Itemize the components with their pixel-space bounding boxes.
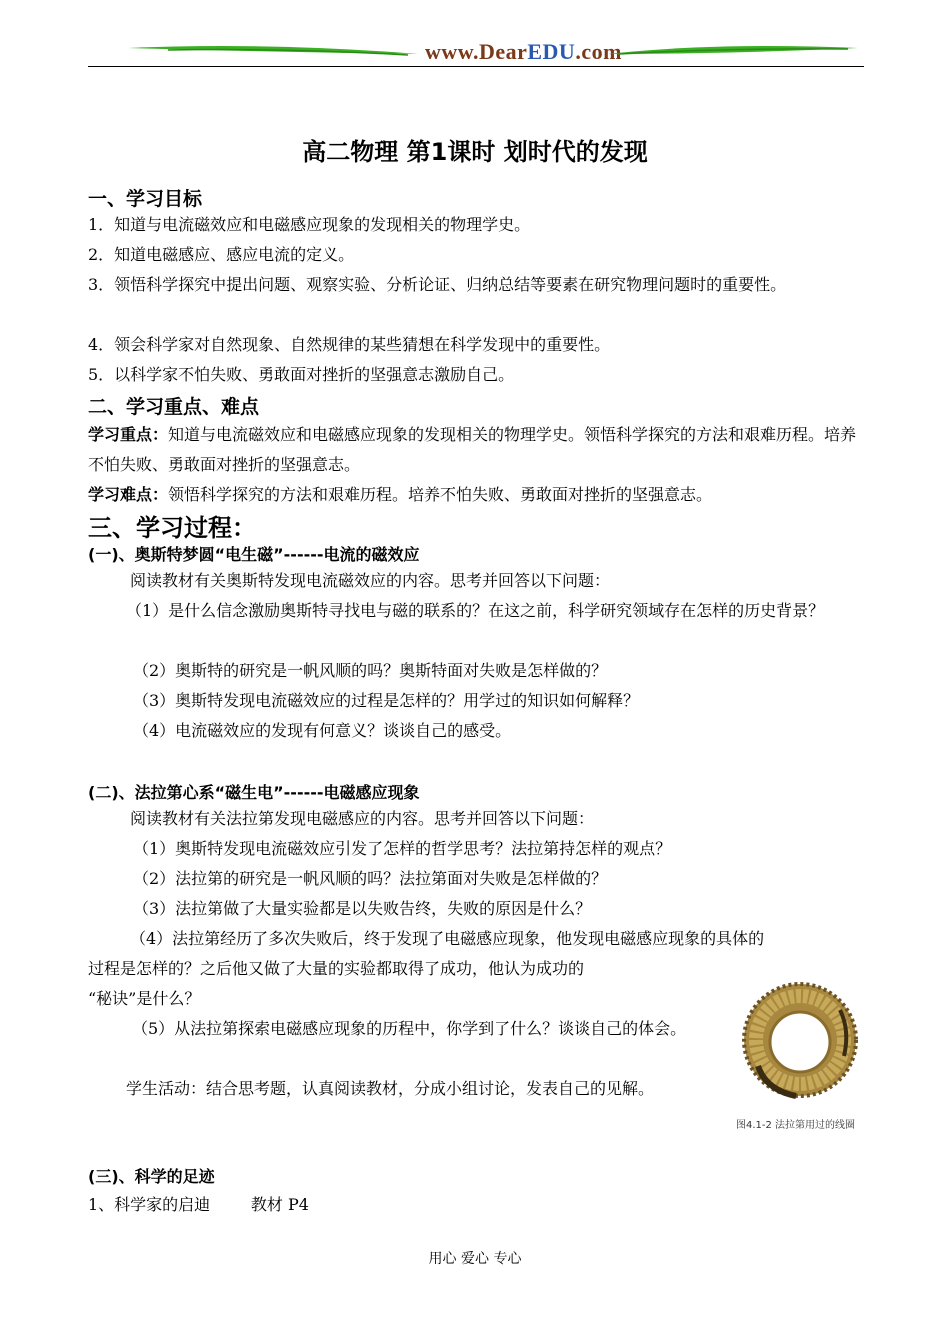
goal-item: 1．知道与电流磁效应和电磁感应现象的发现相关的物理学史。: [88, 215, 531, 234]
faraday-question: （5）从法拉第探索电磁感应现象的历程中，你学到了什么？谈谈自己的体会。: [132, 1019, 687, 1038]
section-heading-goals: 一、学习目标: [88, 188, 203, 210]
faraday-question: （2）法拉第的研究是一帆风顺的吗？法拉第面对失败是怎样做的？: [133, 869, 608, 888]
leaf-swoosh-right-icon: [608, 44, 858, 58]
faraday-question: （3）法拉第做了大量实验都是以失败告终，失败的原因是什么？: [133, 899, 592, 918]
student-activity: 学生活动：结合思考题，认真阅读教材，分成小组讨论，发表自己的见解。: [126, 1079, 655, 1098]
oersted-question: （4）电流磁效应的发现有何意义？谈谈自己的感受。: [133, 721, 512, 740]
page-title: 高二物理 第1课时 划时代的发现: [302, 138, 648, 166]
header-rule: [88, 66, 864, 67]
difficult-points-text: 领悟科学探究的方法和艰难历程。培养不怕失败、勇敢面对挫折的坚强意志。: [168, 485, 713, 504]
page-footer: 用心 爱心 专心: [428, 1251, 522, 1267]
oersted-intro: 阅读教材有关奥斯特发现电流磁效应的内容。思考并回答以下问题：: [130, 571, 611, 590]
oersted-question: （1）是什么信念激励奥斯特寻找电与磁的联系的？在这之前，科学研究领域存在怎样的历史背景？: [126, 601, 825, 620]
faraday-coil-figure: [736, 970, 864, 1130]
oersted-question: （3）奥斯特发现电流磁效应的过程是怎样的？用学过的知识如何解释？: [133, 691, 640, 710]
leaf-swoosh-left-icon: [128, 44, 418, 58]
subsection-heading-footprints: (三)、科学的足迹: [88, 1167, 215, 1186]
faraday-intro: 阅读教材有关法拉第发现电磁感应的内容。思考并回答以下问题：: [130, 809, 595, 828]
oersted-question: （2）奥斯特的研究是一帆风顺的吗？奥斯特面对失败是怎样做的？: [133, 661, 608, 680]
section-heading-process: 三、学习过程：: [88, 514, 256, 542]
faraday-question: （4）法拉第经历了多次失败后，终于发现了电磁感应现象，他发现电磁感应现象的具体的: [130, 929, 765, 948]
subsection-heading-oersted: (一)、奥斯特梦圆“电生磁”------电流的磁效应: [88, 545, 420, 564]
faraday-question: 过程是怎样的？之后他又做了大量的实验都取得了成功，他认为成功的: [88, 959, 585, 978]
page-header: [88, 36, 864, 72]
faraday-question: “秘诀”是什么？: [88, 989, 201, 1008]
footprints-item: 1、科学家的启迪 教材 P4: [88, 1195, 309, 1214]
key-points-text: 知道与电流磁效应和电磁感应现象的发现相关的物理学史。领悟科学探究的方法和艰难历程。培养不怕失败、勇敢面对挫折的坚强意志。: [88, 425, 857, 474]
difficult-points-label: 学习难点：: [88, 485, 169, 504]
key-points: [88, 420, 864, 480]
faraday-question: （1）奥斯特发现电流磁效应引发了怎样的哲学思考？法拉第持怎样的观点？: [133, 839, 672, 858]
difficult-points: [88, 480, 864, 510]
goal-item: 3．领悟科学探究中提出问题、观察实验、分析论证、归纳总结等要素在研究物理问题时的重要性。: [88, 275, 787, 294]
coil-ring-icon: [736, 970, 864, 1112]
goal-item: 5．以科学家不怕失败、勇敢面对挫折的坚强意志激励自己。: [88, 365, 515, 384]
goal-item: 2．知道电磁感应、感应电流的定义。: [88, 245, 355, 264]
section-heading-focus: 二、学习重点、难点: [88, 396, 260, 418]
subsection-heading-faraday: (二)、法拉第心系“磁生电”------电磁感应现象: [88, 783, 420, 802]
site-logo: www.DearEDU.com: [425, 39, 622, 64]
goal-item: 4．领会科学家对自然现象、自然规律的某些猜想在科学发现中的重要性。: [88, 335, 611, 354]
key-points-label: 学习重点：: [88, 425, 169, 444]
figure-caption: 图4.1-2 法拉第用过的线圈: [736, 1120, 856, 1131]
